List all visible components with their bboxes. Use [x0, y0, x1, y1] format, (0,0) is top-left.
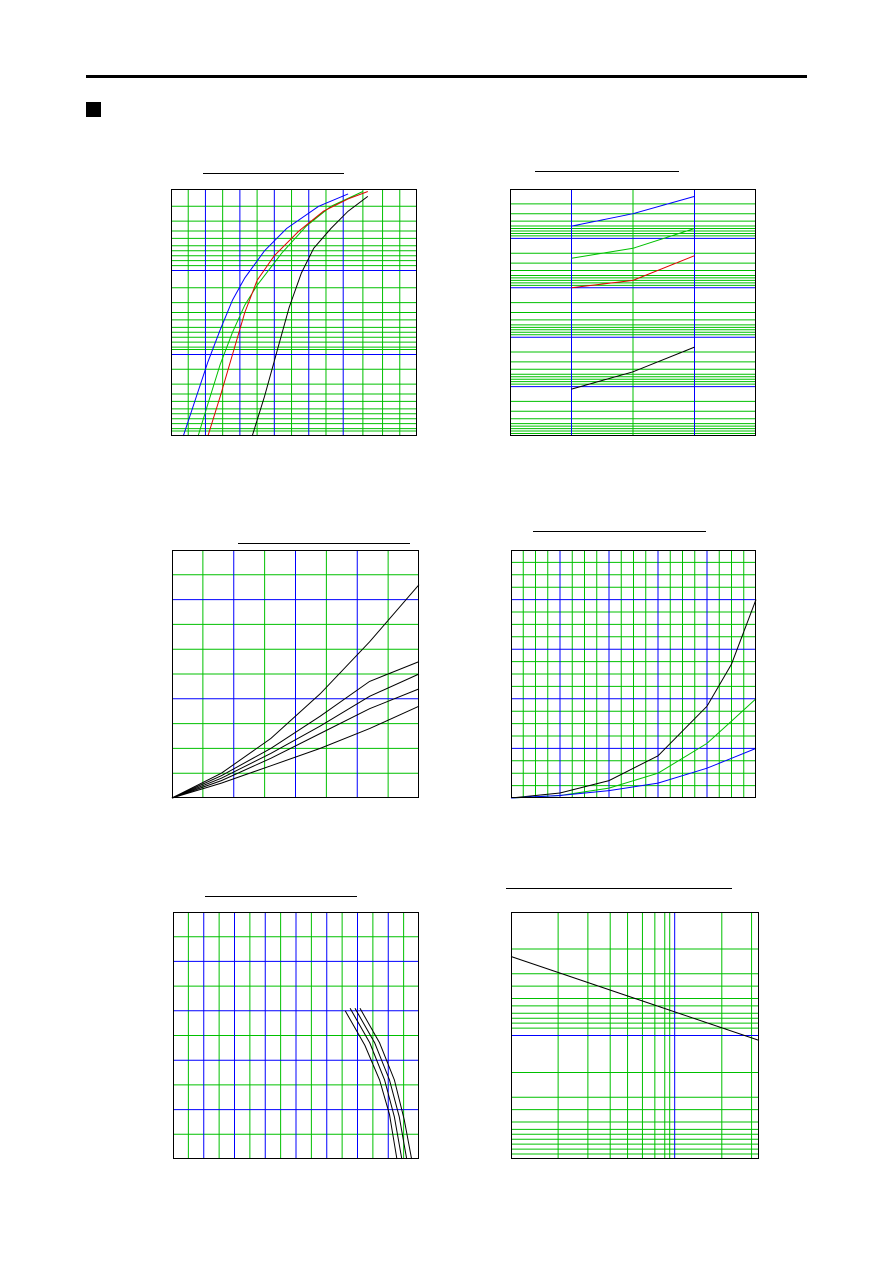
chart-6 [511, 912, 759, 1159]
chart-4 [511, 550, 756, 798]
header-rule [86, 75, 807, 78]
chart5-title-underline [205, 896, 357, 897]
chart2-title-underline [535, 171, 679, 172]
chart3-title-underline [238, 543, 410, 544]
chart-3 [172, 550, 419, 798]
chart6-title-underline [506, 888, 732, 889]
chart-5 [173, 912, 419, 1159]
chart-1 [171, 189, 417, 436]
chart4-title-underline [533, 531, 706, 532]
chart1-title-underline [203, 173, 344, 174]
chart-2 [510, 189, 756, 436]
section-marker-icon [86, 102, 101, 117]
